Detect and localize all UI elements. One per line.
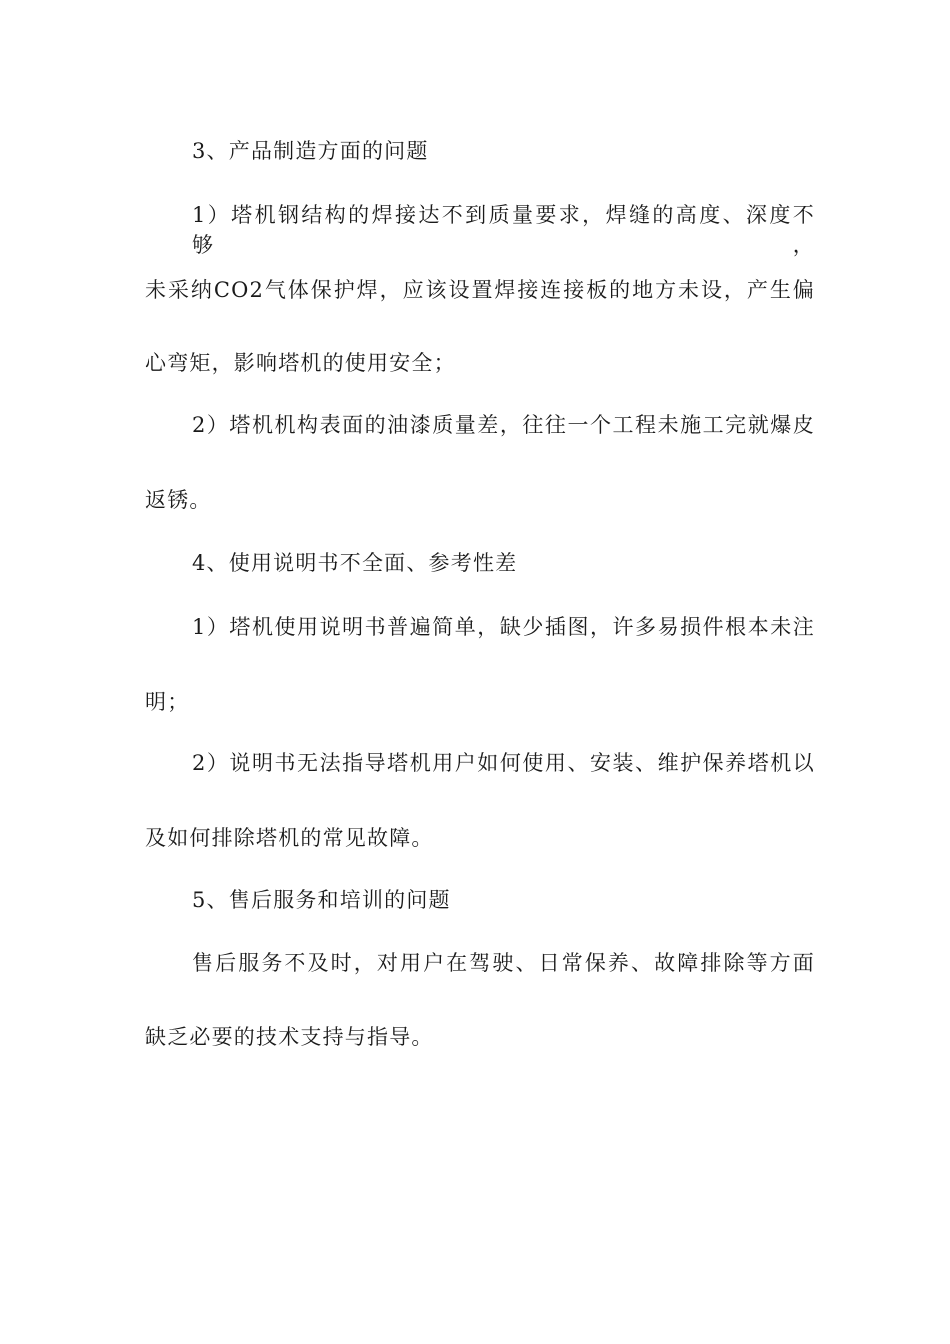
- paragraph-line: 2）塔机机构表面的油漆质量差，往往一个工程未施工完就爆皮: [192, 413, 815, 437]
- paragraph-line: 1）塔机使用说明书普遍简单，缺少插图，许多易损件根本未注: [192, 615, 815, 639]
- section-heading-4: 4、使用说明书不全面、参考性差: [192, 551, 518, 575]
- paragraph-line: 明；: [145, 690, 190, 714]
- section-heading-3: 3、产品制造方面的问题: [192, 139, 429, 163]
- paragraph-line: 1）塔机钢结构的焊接达不到质量要求，焊缝的高度、深度不够，: [192, 203, 815, 257]
- paragraph-line: 售后服务不及时，对用户在驾驶、日常保养、故障排除等方面: [192, 951, 815, 975]
- paragraph-line: 返锈。: [145, 488, 212, 512]
- paragraph-line: 及如何排除塔机的常见故障。: [145, 826, 434, 850]
- section-heading-5: 5、售后服务和培训的问题: [192, 888, 451, 912]
- paragraph-line: 未采纳CO2气体保护焊，应该设置焊接连接板的地方未设，产生偏: [145, 278, 815, 302]
- paragraph-line: 2）说明书无法指导塔机用户如何使用、安装、维护保养塔机以: [192, 751, 815, 775]
- paragraph-line: 心弯矩，影响塔机的使用安全；: [145, 351, 456, 375]
- paragraph-line: 缺乏必要的技术支持与指导。: [145, 1025, 434, 1049]
